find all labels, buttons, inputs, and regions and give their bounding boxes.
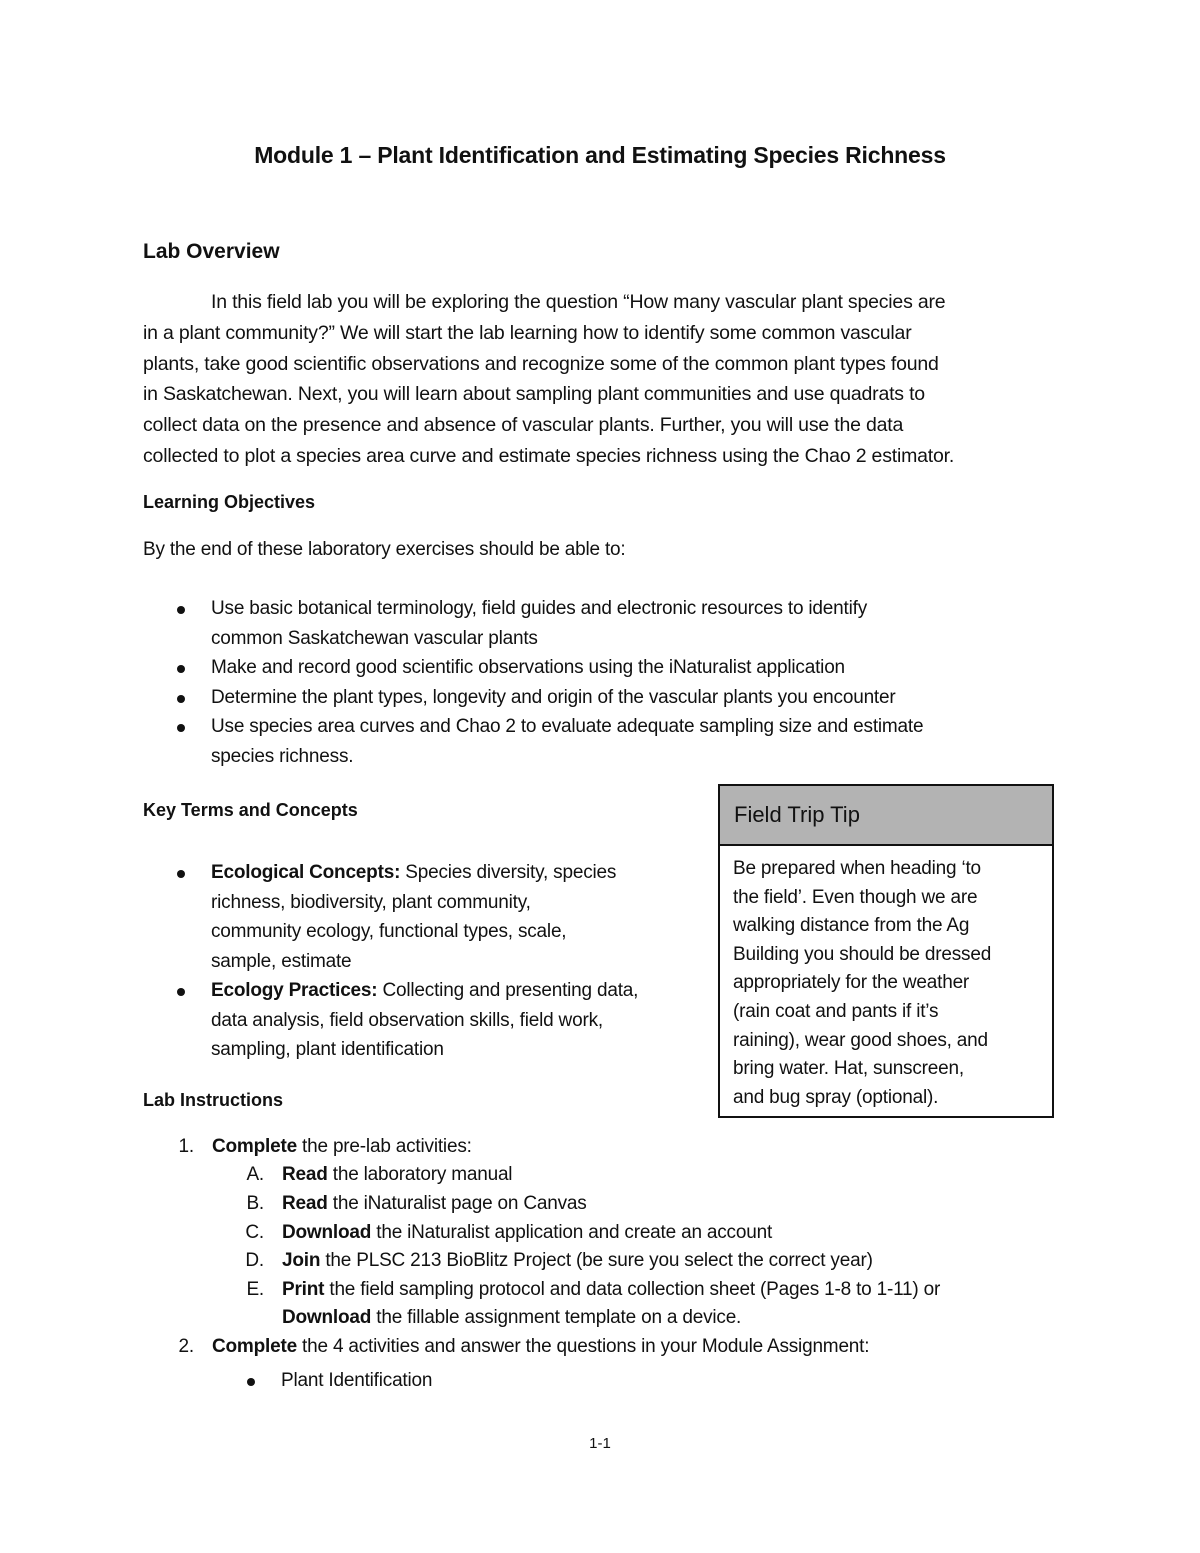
bullet-icon <box>177 606 185 614</box>
overview-line: plants, take good scientific observations and recognize some of the common plant types found <box>143 352 939 375</box>
overview-line: in a plant community?” We will start the lab learning how to identify some common vascular <box>143 321 912 344</box>
tip-body: Be prepared when heading ‘to the field’. Even though we are walking distance from the Ag Building you should be dressed appropriately for the weather (rain coat and pants if it’s raining), wear good shoes, and bring water. Hat, sunscreen, and bug spray (optional). <box>733 858 992 1108</box>
overview-line: collected to plot a species area curve and estimate species richness using the Chao 2 estimator. <box>143 444 955 467</box>
overview-line: In this field lab you will be exploring the question “How many vascular plant species are <box>211 291 946 313</box>
page-title: Module 1 – Plant Identification and Estimating Species Richness <box>254 142 946 168</box>
overview-line: collect data on the presence and absence of vascular plants. Further, you will use the data <box>143 414 904 437</box>
objectives-list <box>143 594 1063 771</box>
instructions-heading: Lab Instructions <box>143 1090 284 1110</box>
instruction-sub-item-continuation: Download the fillable assignment template on a device. <box>282 1307 742 1328</box>
bullet-icon <box>177 665 185 673</box>
list-item: Make and record good scientific observations using the iNaturalist application <box>143 653 1063 683</box>
page-number: 1-1 <box>589 1435 611 1452</box>
field-trip-tip-box <box>718 784 1054 1118</box>
list-item: Ecological Concepts: Species diversity, species richness, biodiversity, plant community, community ecology, functional types, scale, sample, estimate <box>143 858 703 976</box>
tip-heading: Field Trip Tip <box>720 786 1052 846</box>
bullet-icon <box>247 1378 255 1386</box>
key-terms-heading: Key Terms and Concepts <box>143 800 358 820</box>
list-item: Determine the plant types, longevity and origin of the vascular plants you encounter <box>143 683 1063 713</box>
list-item: Plant Identification <box>213 1366 1013 1396</box>
list-item: Ecology Practices: Collecting and presenting data, data analysis, field observation skills, field work, sampling, plant identification <box>143 976 703 1065</box>
bullet-icon <box>177 988 185 996</box>
list-item: Use basic botanical terminology, field guides and electronic resources to identify common Saskatchewan vascular plants <box>143 594 1063 653</box>
objectives-heading: Learning Objectives <box>143 492 316 512</box>
list-item: Use species area curves and Chao 2 to evaluate adequate sampling size and estimate species richness. <box>143 712 1063 771</box>
activities-list <box>213 1366 1013 1396</box>
overview-paragraph <box>143 287 1063 472</box>
overview-line: in Saskatchewan. Next, you will learn about sampling plant communities and use quadrats to <box>143 383 925 406</box>
objectives-intro: By the end of these laboratory exercises should be able to: <box>143 539 626 560</box>
overview-heading: Lab Overview <box>143 240 280 263</box>
key-terms-list <box>143 858 703 1065</box>
bullet-icon <box>177 695 185 703</box>
bullet-icon <box>177 870 185 878</box>
bullet-icon <box>177 724 185 732</box>
